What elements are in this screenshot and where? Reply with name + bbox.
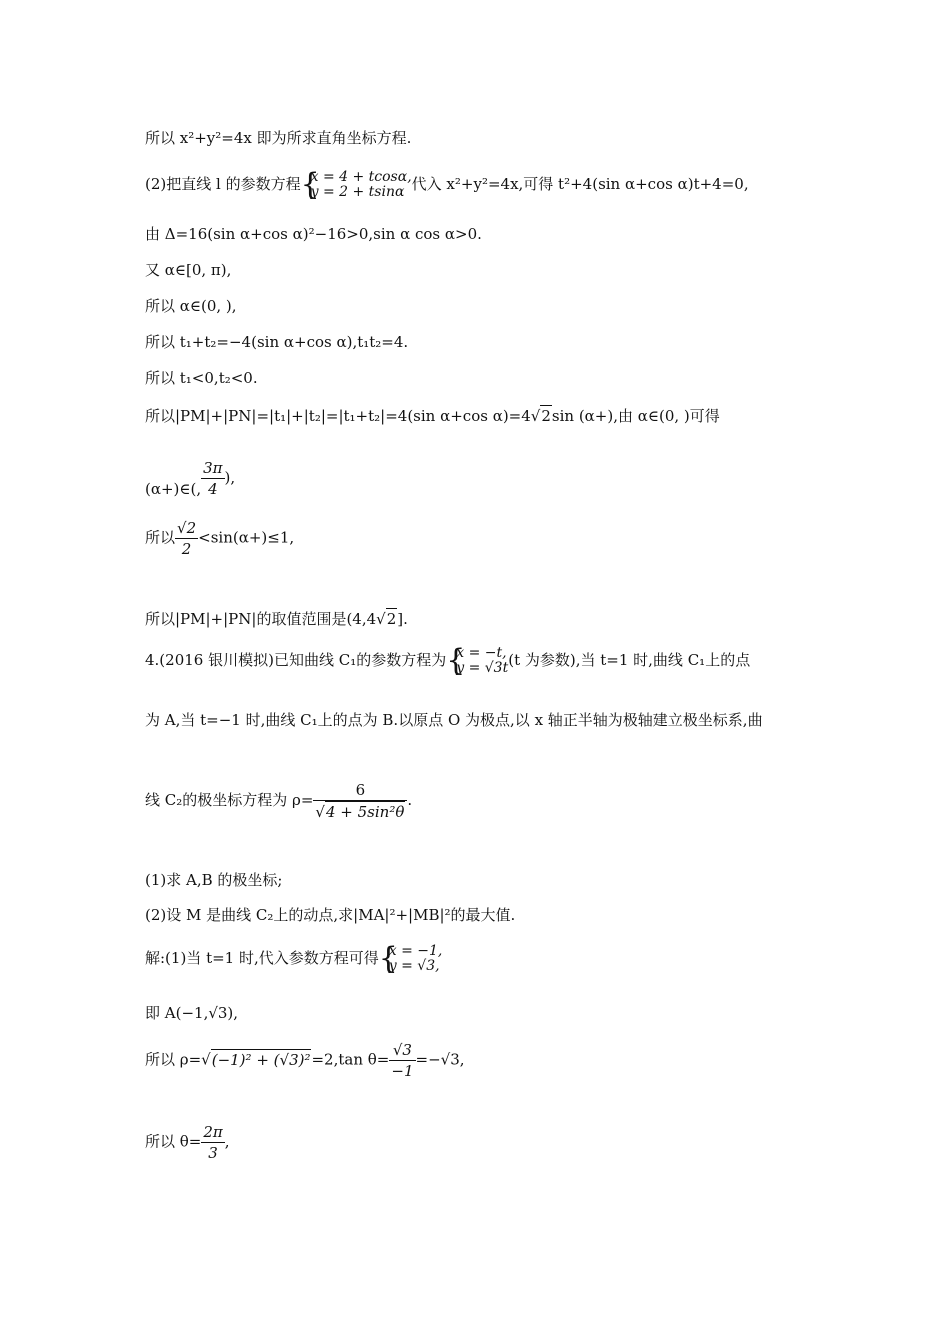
text-line: [145, 643, 751, 678]
line-text: ,: [224, 1132, 230, 1151]
fraction: [201, 1122, 224, 1163]
line-text: <sin(α+)≤1,: [198, 528, 295, 547]
text-line: [145, 368, 258, 388]
equation-row: y = 2 + tsinα: [310, 184, 405, 200]
fraction-numerator: 3π: [203, 459, 223, 477]
fraction: [175, 518, 198, 559]
line-text: 所以: [145, 528, 176, 547]
text-line: [145, 296, 237, 316]
sqrt-radicand: 2: [541, 407, 551, 425]
text-line: [145, 458, 235, 499]
line-text: =2,tan θ=: [311, 1050, 390, 1069]
sqrt-radicand: 4 + 5sin²θ: [325, 803, 405, 821]
equation-system: [300, 167, 412, 202]
line-text: .: [407, 791, 413, 809]
line-text: 所以 t₁+t₂=−4(sin α+cos α),t₁t₂=4.: [145, 333, 409, 351]
text-line: [145, 905, 515, 925]
text-line: 所以 ρ=√(−1)² + (√3)²=2,tan θ= $\frac{√3}{-1}$ =−√3,: [145, 1041, 465, 1080]
line-text: (t 为参数),当 t=1 时,曲线 C₁上的点: [508, 651, 751, 669]
brace-icon: {: [446, 643, 466, 678]
sqrt-radicand: 2: [386, 610, 397, 628]
text-line: [145, 710, 763, 730]
brace-icon: {: [300, 167, 320, 202]
line-text: 又 α∈[0, π),: [145, 261, 232, 279]
equation-row: y = √3,: [388, 958, 440, 974]
fraction-denominator: −1: [391, 1062, 414, 1080]
text-line: [145, 941, 443, 976]
text-line: [145, 1003, 238, 1023]
line-text: 所以 ρ=: [145, 1050, 202, 1069]
fraction: [389, 1040, 415, 1081]
equation-system: [446, 643, 509, 678]
fraction: [313, 780, 407, 822]
line-text: 所以 t₁<0,t₂<0.: [145, 369, 258, 387]
fraction-denominator: 3: [208, 1144, 218, 1162]
line-text: 为 A,当 t=−1 时,曲线 C₁上的点为 B.以原点 O 为极点,以 x 轴正半轴为极轴建立极坐标系,曲: [145, 711, 763, 729]
fraction-denominator: √4 + 5sin²θ: [315, 803, 405, 821]
line-text: 所以 θ=: [145, 1132, 202, 1151]
line-text: ].: [397, 610, 408, 628]
text-line: [145, 332, 408, 352]
text-line: [145, 128, 411, 148]
sqrt-radicand: (−1)² + (√3)²: [211, 1050, 311, 1069]
text-line: [145, 870, 282, 890]
line-text: 由 Δ=16(sin α+cos α)²−16>0,sin α cos α>0.: [145, 225, 482, 243]
brace-icon: {: [378, 941, 398, 976]
line-text: =−√3,: [415, 1050, 465, 1069]
equation-row: x = 4 + tcosα,: [310, 169, 412, 185]
line-text: 所以 x²+y²=4x 即为所求直角坐标方程.: [145, 129, 412, 147]
equation-row: x = −t,: [456, 645, 507, 661]
equation-row: y = √3t: [456, 660, 509, 676]
text-line: [145, 167, 749, 202]
line-text: 所以 α∈(0, ),: [145, 297, 237, 315]
fraction-numerator: 6: [313, 780, 407, 801]
line-text: 即 A(−1,√3),: [145, 1004, 239, 1022]
line-text: 所以|PM|+|PN|=|t₁|+|t₂|=|t₁+t₂|=4(sin α+cos α)=4: [145, 407, 531, 425]
line-text: (2)设 M 是曲线 C₂上的动点,求|MA|²+|MB|²的最大值.: [145, 906, 516, 924]
text-line: [145, 518, 294, 559]
fraction-numerator: 2π: [203, 1123, 223, 1141]
fraction-denominator: 2: [181, 540, 192, 558]
text-line: [145, 260, 231, 280]
line-text: 4.(2016 银川模拟)已知曲线 C₁的参数方程为: [145, 651, 447, 669]
line-text: ),: [224, 468, 236, 487]
line-text: (α+)∈(,: [145, 480, 202, 498]
fraction-numerator: √3: [389, 1040, 415, 1061]
text-line: [145, 1122, 230, 1163]
line-text: 解:(1)当 t=1 时,代入参数方程可得: [145, 949, 379, 967]
text-line: 所以|PM|+|PN|=|t₁|+|t₂|=|t₁+t₂|=4(sin α+cos α)=4√2sin (α+),由 α∈(0, )可得: [145, 407, 720, 425]
fraction: [201, 458, 224, 499]
line-text: (2)把直线 l 的参数方程: [145, 175, 301, 193]
fraction-denominator: 4: [208, 480, 218, 498]
equation-system: [378, 941, 443, 976]
line-text: 线 C₂的极坐标方程为 ρ=: [145, 791, 314, 809]
text-line: 所以|PM|+|PN|的取值范围是(4,4√2].: [145, 610, 408, 628]
text-line: [145, 224, 482, 244]
equation-row: x = −1,: [388, 943, 443, 959]
line-text: sin (α+),由 α∈(0, )可得: [551, 407, 720, 425]
text-line: [145, 780, 412, 822]
line-text: (1)求 A,B 的极坐标;: [145, 871, 283, 889]
fraction-numerator: √2: [177, 519, 197, 537]
line-text: 代入 x²+y²=4x,可得 t²+4(sin α+cos α)t+4=0,: [411, 175, 749, 193]
line-text: 所以|PM|+|PN|的取值范围是(4,4: [145, 610, 377, 628]
